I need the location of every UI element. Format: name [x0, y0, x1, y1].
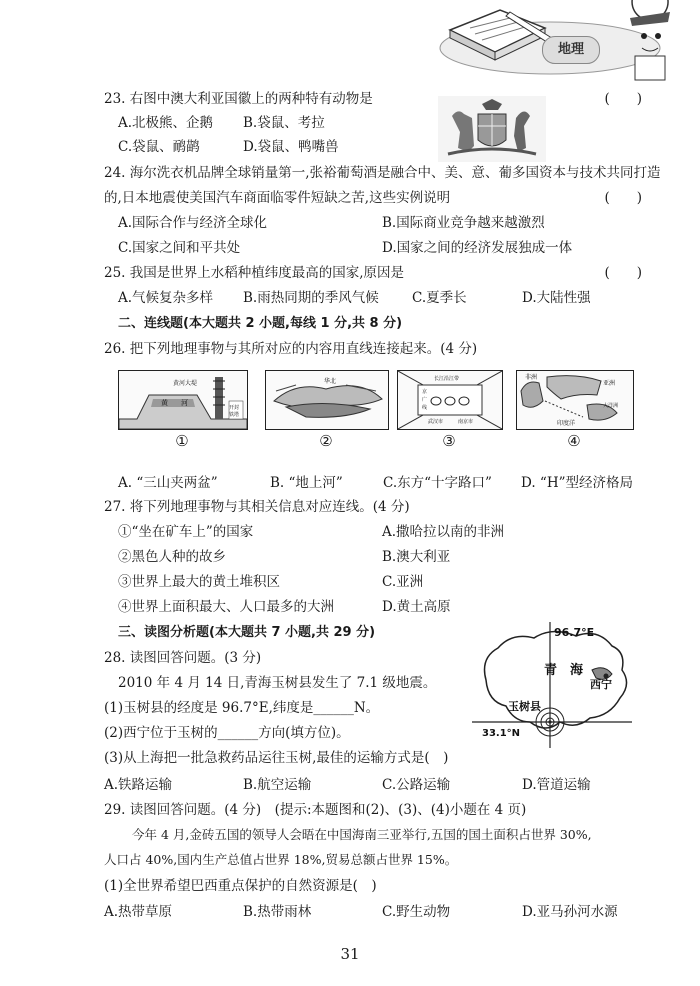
fig1-label-he: 河 [181, 399, 188, 407]
q27-left-3: ③世界上最大的黄土堆积区 [118, 574, 280, 590]
q26-figure-2 [265, 370, 389, 430]
q27-right-d: D.黄土高原 [382, 599, 451, 615]
q23-option-b: B.袋鼠、考拉 [243, 115, 325, 131]
q24-option-c: C.国家之间和平共处 [118, 240, 241, 256]
q25-stem: 25. 我国是世界上水稻种植纬度最高的国家,原因是 [104, 265, 405, 281]
q26-caption-1: ① [175, 432, 189, 450]
q26-figure-1 [118, 370, 248, 430]
q26-caption-2: ② [319, 432, 333, 450]
fig2-label-huabei: 华北 [324, 378, 337, 385]
q26-stem: 26. 把下列地理事物与其所对应的内容用直线连接起来。(4 分) [104, 341, 478, 357]
q27-left-2: ②黑色人种的故乡 [118, 549, 226, 565]
q28-option-d: D.管道运输 [522, 777, 591, 793]
q24-option-b: B.国际商业竞争越来越激烈 [382, 215, 545, 231]
q29-option-b: B.热带雨林 [243, 904, 312, 920]
q23-option-c: C.袋鼠、鸸鹋 [118, 139, 200, 155]
q29-option-c: C.野生动物 [382, 904, 451, 920]
q24-stem-line1: 24. 海尔洗衣机品牌全球销量第一,张裕葡萄酒是融合中、美、意、葡多国资本与技术共同打造 [104, 165, 661, 181]
q28-option-a: A.铁路运输 [104, 777, 173, 793]
q26-option-d: D. “H”型经济格局 [521, 475, 634, 491]
q28-option-c: C.公路运输 [382, 777, 451, 793]
q24-stem-line2: 的,日本地震使美国汽车商面临零件短缺之苦,这些实例说明 [104, 190, 451, 206]
q29-stem: 29. 读图回答问题。(4 分) (提示:本题图和(2)、(3)、(4)小题在 4 页) [104, 802, 527, 818]
fig1-label-huang: 黄 [161, 399, 168, 407]
q29-option-d: D.亚马孙河水源 [522, 904, 618, 920]
q26-figure-4 [516, 370, 634, 430]
q24-option-a: A.国际合作与经济全球化 [118, 215, 268, 231]
page-number: 31 [340, 945, 360, 963]
q27-right-c: C.亚洲 [382, 574, 424, 590]
q27-left-4: ④世界上面积最大、人口最多的大洲 [118, 599, 334, 615]
fig1-label-kaifeng: 开封 [229, 405, 240, 411]
q25-option-a: A.气候复杂多样 [118, 290, 214, 306]
q24-option-d: D.国家之间的经济发展独成一体 [382, 240, 573, 256]
qinghai-map [472, 618, 642, 760]
fig4-label-oceania: 大洋洲 [603, 403, 619, 409]
map-latitude-label: 33.1°N [482, 728, 521, 739]
map-xining-label: 西宁 [590, 678, 612, 691]
section3-title: 三、读图分析题(本大题共 7 小题,共 29 分) [118, 625, 376, 640]
fig1-label-dike: 黄河大堤 [173, 380, 198, 387]
q26-option-c: C.东方“十字路口” [383, 475, 492, 491]
q28-intro: 2010 年 4 月 14 日,青海玉树县发生了 7.1 级地震。 [118, 675, 437, 691]
q26-figure-3 [397, 370, 503, 430]
q23-answer-paren: ( ) [604, 91, 642, 107]
q28-stem: 28. 读图回答问题。(3 分) [104, 650, 262, 666]
q29-sub1: (1)全世界希望巴西重点保护的自然资源是( ) [104, 878, 377, 894]
fig3-label-xian: 线 [422, 405, 428, 411]
map-province-label: 青 海 [544, 663, 584, 678]
subject-badge: 地理 [542, 36, 600, 64]
fig1-label-tower: 铁塔 [229, 412, 240, 418]
q27-left-1: ①“坐在矿车上”的国家 [118, 524, 254, 540]
fig4-label-indian-ocean: 印度洋 [557, 420, 576, 427]
q27-right-b: B.澳大利亚 [382, 549, 451, 565]
australia-coat-of-arms-image [438, 96, 546, 162]
q24-answer-paren: ( ) [604, 190, 642, 206]
q28-sub2: (2)西宁位于玉树的______方向(填方位)。 [104, 725, 350, 741]
q28-sub3: (3)从上海把一批急救药品运往玉树,最佳的运输方式是( ) [104, 750, 449, 766]
q27-stem: 27. 将下列地理事物与其相关信息对应连线。(4 分) [104, 499, 410, 515]
q23-option-a: A.北极熊、企鹅 [118, 115, 214, 131]
q27-right-a: A.撒哈拉以南的非洲 [382, 524, 505, 540]
fig3-label-jing: 京 [422, 389, 428, 395]
q28-sub1: (1)玉树县的经度是 96.7°E,纬度是______N。 [104, 700, 380, 716]
q28-option-b: B.航空运输 [243, 777, 312, 793]
header-decoration [430, 0, 700, 82]
q26-option-b: B. “地上河” [270, 475, 343, 491]
q25-option-c: C.夏季长 [412, 290, 467, 306]
q23-stem: 23. 右图中澳大利亚国徽上的两种特有动物是 [104, 91, 373, 107]
fig3-label-changjiang: 长江沿江带 [434, 376, 460, 382]
fig3-label-nanjing: 南京市 [458, 419, 474, 425]
q29-paragraph-line1: 今年 4 月,金砖五国的领导人会晤在中国海南三亚举行,五国的国土面积占世界 30%, [132, 827, 592, 842]
q25-option-b: B.雨热同期的季风气候 [243, 290, 379, 306]
fig4-label-africa: 非洲 [525, 374, 538, 381]
q26-caption-3: ③ [442, 432, 456, 450]
map-longitude-label: 96.7°E [554, 626, 595, 639]
q25-option-d: D.大陆性强 [522, 290, 591, 306]
fig3-label-wuhan: 武汉市 [428, 419, 444, 425]
section2-title: 二、连线题(本大题共 2 小题,每线 1 分,共 8 分) [118, 316, 403, 331]
q25-answer-paren: ( ) [604, 265, 642, 281]
map-yushu-label: 玉树县 [508, 700, 541, 713]
fig3-label-guang: 广 [422, 397, 428, 403]
q29-paragraph-line2: 人口占 40%,国内生产总值占世界 18%,贸易总额占世界 15%。 [104, 852, 458, 867]
fig4-label-asia: 亚洲 [603, 380, 616, 387]
q29-option-a: A.热带草原 [104, 904, 173, 920]
q26-option-a: A. “三山夹两盆” [118, 475, 218, 491]
q23-option-d: D.袋鼠、鸭嘴兽 [243, 139, 339, 155]
q26-caption-4: ④ [567, 432, 581, 450]
